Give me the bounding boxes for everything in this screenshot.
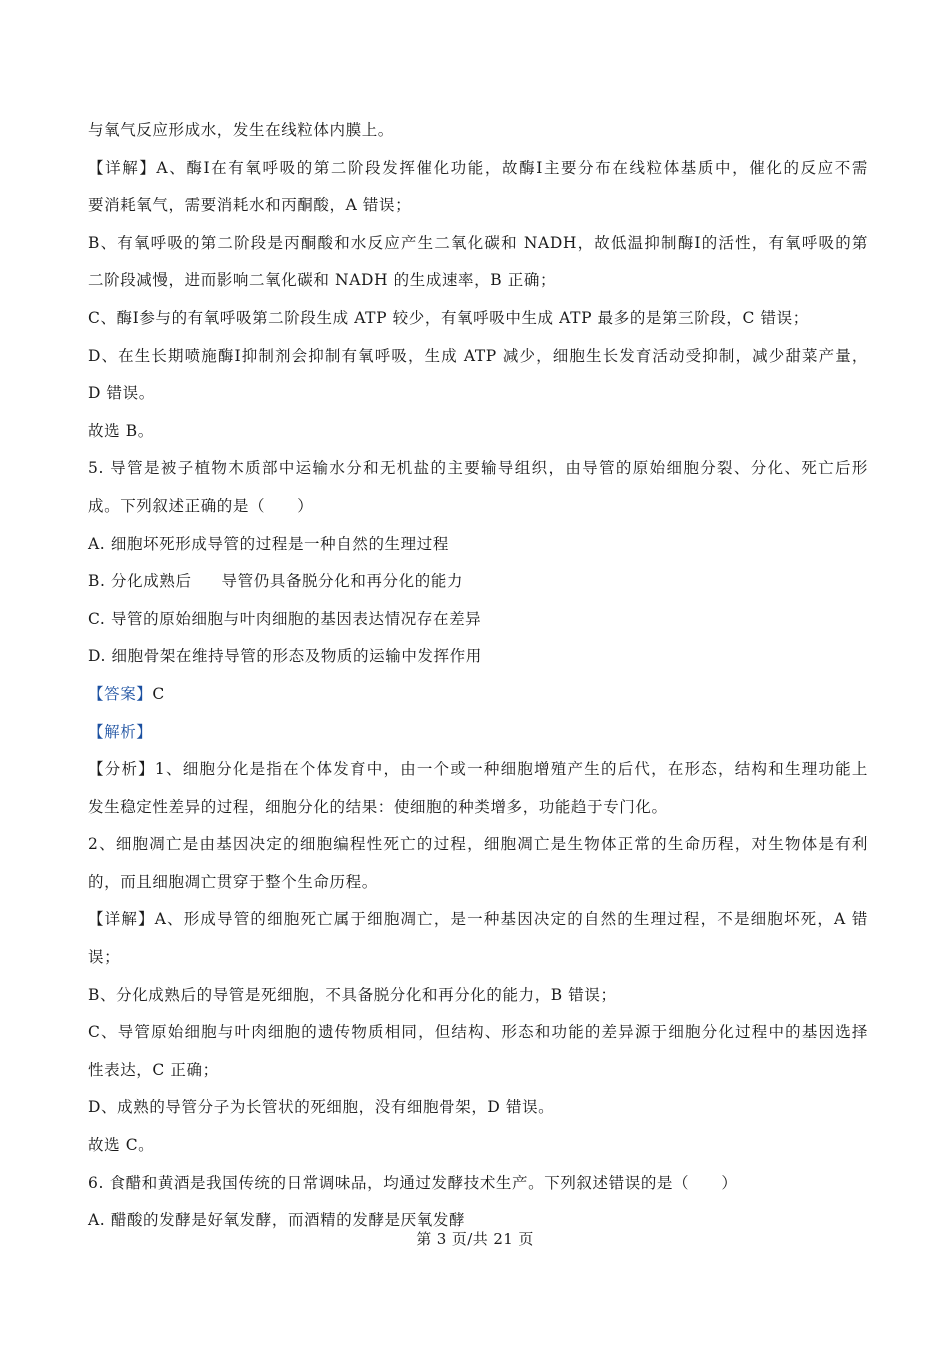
question-5-stem-end: 成。下列叙述正确的是（ ） [88,496,314,515]
text-line: B、有氧呼吸的第二阶段是丙酮酸和水反应产生二氧化碳和 NADH，故低温抑制酶Ⅰ的活性，有氧呼吸的第 [88,233,868,252]
answer-value: C [152,684,165,703]
option-d: D. 细胞骨架在维持导管的形态及物质的运输中发挥作用 [88,647,482,666]
text-line: 【分析】1、细胞分化是指在个体发育中，由一个或一种细胞增殖产生的后代，在形态，结构和生理功能上 [88,760,868,779]
text-line: 故选 B。 [88,421,154,440]
text-line: D、成熟的导管分子为长管状的死细胞，没有细胞骨架，D 错误。 [88,1098,555,1117]
text-line: 的，而且细胞凋亡贯穿于整个生命历程。 [88,872,378,891]
question-6-option-a: A. 醋酸的发酵是好氧发酵，而酒精的发酵是厌氧发酵 [88,1211,466,1230]
question-5-stem: 5. 导管是被子植物木质部中运输水分和无机盐的主要输导组织，由导管的原始细胞分裂、分化、死亡后形 [88,459,868,478]
text-line: 误； [88,948,121,967]
option-b-part1: B. 分化成熟后 [88,572,192,591]
text-line: 二阶段减慢，进而影响二氧化碳和 NADH 的生成速率，B 正确； [88,271,557,290]
text-line: 【详解】A、酶Ⅰ在有氧呼吸的第二阶段发挥催化功能，故酶Ⅰ主要分布在线粒体基质中，催化的反应不需 [88,158,868,177]
text-line: 【详解】A、形成导管的细胞死亡属于细胞凋亡，是一种基因决定的自然的生理过程，不是细胞坏死，A 错 [88,910,868,929]
page-content [88,112,868,1240]
page-footer: 第 3 页/共 21 页 [416,1230,534,1248]
text-line: 故选 C。 [88,1136,155,1155]
text-line: 发生稳定性差异的过程，细胞分化的结果：使细胞的种类增多，功能趋于专门化。 [88,797,668,816]
text-line: D 错误。 [88,384,155,403]
text-line: 性表达，C 正确； [88,1060,219,1079]
answer-label: 【答案】 [88,684,153,703]
text-line: C、导管原始细胞与叶肉细胞的遗传物质相同，但结构、形态和功能的差异源于细胞分化过程中的基因选择 [88,1023,868,1042]
option-a: A. 细胞坏死形成导管的过程是一种自然的生理过程 [88,534,449,553]
text-line: 要消耗氧气，需要消耗水和丙酮酸，A 错误； [88,196,412,215]
answer-line [88,676,868,714]
option-c: C. 导管的原始细胞与叶肉细胞的基因表达情况存在差异 [88,609,482,628]
text-line: 2、细胞凋亡是由基因决定的细胞编程性死亡的过程，细胞凋亡是生物体正常的生命历程，对生物体是有利 [88,835,868,854]
text-line: C、酶Ⅰ参与的有氧呼吸第二阶段生成 ATP 较少，有氧呼吸中生成 ATP 最多的是第三阶段，C 错误； [88,308,809,327]
text-line: 与氧气反应形成水，发生在线粒体内膜上。 [88,121,394,139]
analysis-heading: 【解析】 [88,722,153,741]
text-line: B、分化成熟后的导管是死细胞，不具备脱分化和再分化的能力，B 错误； [88,985,617,1004]
option-b-part2: 导管仍具备脱分化和再分化的能力 [221,572,464,591]
text-line: D、在生长期喷施酶Ⅰ抑制剂会抑制有氧呼吸，生成 ATP 减少，细胞生长发育活动受抑制，减少甜菜产量， [88,346,868,365]
question-6-stem: 6. 食醋和黄酒是我国传统的日常调味品，均通过发酵技术生产。下列叙述错误的是（ ） [88,1173,738,1192]
option-b [88,563,868,601]
